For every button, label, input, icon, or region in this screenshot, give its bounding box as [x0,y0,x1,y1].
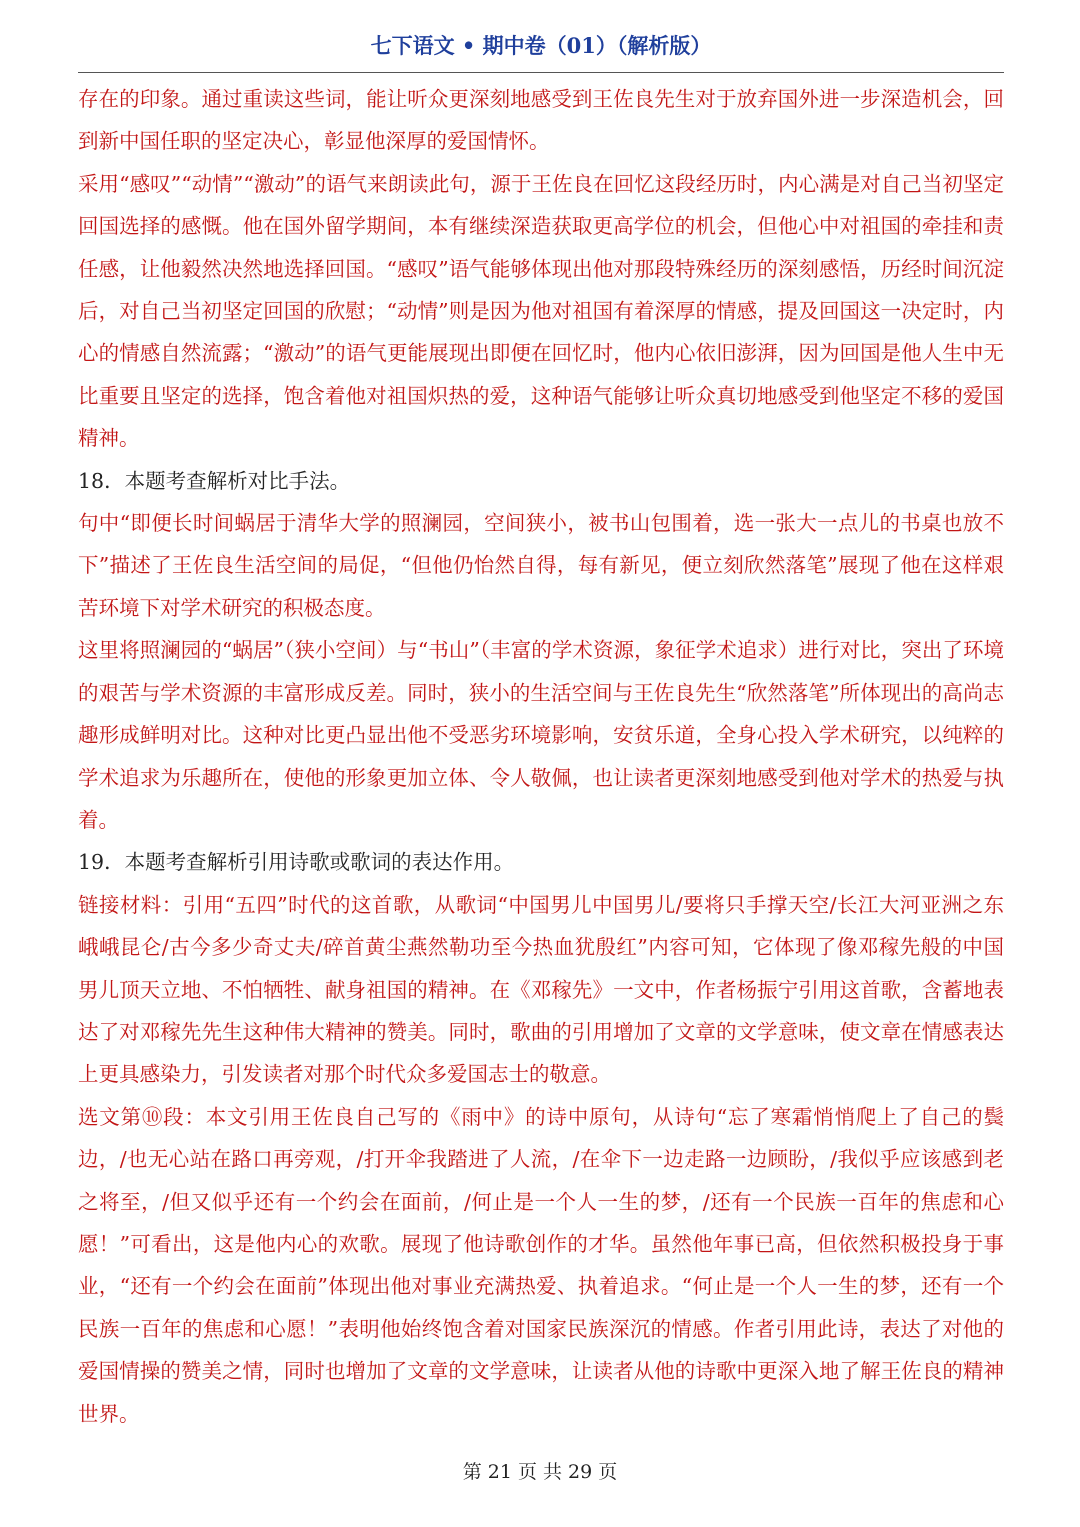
answer-paragraph: 选文第⑩段：本文引用王佐良自己写的《雨中》的诗中原句，从诗句“忘了寒霜悄悄爬上了自己的鬓边，/也无心站在路口再旁观，/打开伞我踏进了人流，/在伞下一边走路一边顾盼，/我似乎应该感到老之将至，/但又似乎还有一个约会在面前，/何止是一个人一生的梦，/还有一个民族一百年的焦虑和心愿！”可看出，这是他内心的欢歌。展现了他诗歌创作的才华。虽然他年事已高，但依然积极投身于事业，“还有一个约会在面前”体现出他对事业充满热爱、执着追求。“何止是一个人一生的梦，还有一个民族一百年的焦虑和心愿！”表明他始终饱含着对国家民族深沉的情感。作者引用此诗，表达了对他的爱国情操的赞美之情，同时也增加了文章的文学意味，让读者从他的诗歌中更深入地了解王佐良的精神世界。 [78,1104,1004,1426]
question-heading: 19．本题考查解析引用诗歌或歌词的表达作用。 [78,850,515,875]
answer-paragraph: 存在的印象。通过重读这些词，能让听众更深刻地感受到王佐良先生对于放弃国外进一步深造机会，回到新中国任职的坚定决心，彰显他深厚的爱国情怀。 [78,87,1004,154]
answer-paragraph: 这里将照澜园的“蜗居”（狭小空间）与“书山”（丰富的学术资源，象征学术追求）进行对比，突出了环境的艰苦与学术资源的丰富形成反差。同时，狭小的生活空间与王佐良先生“欣然落笔”所体现出的高尚志趣形成鲜明对比。这种对比更凸显出他不受恶劣环境影响，安贫乐道，全身心投入学术研究，以纯粹的学术追求为乐趣所在，使他的形象更加立体、令人敬佩，也让读者更深刻地感受到他对学术的热爱与执着。 [78,638,1004,832]
page-content [78,78,1004,1435]
answer-paragraph: 采用“感叹”“动情”“激动”的语气来朗读此句，源于王佐良在回忆这段经历时，内心满是对自己当初坚定回国选择的感慨。他在国外留学期间，本有继续深造获取更高学位的机会，但他心中对祖国的牵挂和责任感，让他毅然决然地选择回国。“感叹”语气能够体现出他对那段特殊经历的深刻感悟，历经时间沉淀后，对自己当初坚定回国的欣慰；“动情”则是因为他对祖国有着深厚的情感，提及回国这一决定时，内心的情感自然流露；“激动”的语气更能展现出即便在回忆时，他内心依旧澎湃，因为回国是他人生中无比重要且坚定的选择，饱含着他对祖国炽热的爱，这种语气能够让听众真切地感受到他坚定不移的爱国精神。 [78,171,1004,451]
header-divider [78,72,1004,73]
page-header-title: 七下语文 • 期中卷（01）（解析版） [370,33,712,58]
answer-paragraph: 句中“即便长时间蜗居于清华大学的照澜园，空间狭小，被书山包围着，选一张大一点儿的书桌也放不下”描述了王佐良生活空间的局促，“但他仍怡然自得，每有新见，便立刻欣然落笔”展现了他在这样艰苦环境下对学术研究的积极态度。 [78,511,1004,620]
page-number-footer: 第 21 页 共 29 页 [462,1461,618,1483]
question-heading: 18．本题考查解析对比手法。 [78,468,351,493]
answer-paragraph: 链接材料：引用“五四”时代的这首歌，从歌词“中国男儿中国男儿/要将只手撑天空/长江大河亚洲之东峨峨昆仑/古今多少奇丈夫/碎首黄尘燕然勒功至今热血犹殷红”内容可知，它体现了像邓稼先般的中国男儿顶天立地、不怕牺牲、献身祖国的精神。在《邓稼先》一文中，作者杨振宁引用这首歌，含蓄地表达了对邓稼先先生这种伟大精神的赞美。同时，歌曲的引用增加了文章的文学意味，使文章在情感表达上更具感染力，引发读者对那个时代众多爱国志士的敬意。 [78,892,1004,1087]
